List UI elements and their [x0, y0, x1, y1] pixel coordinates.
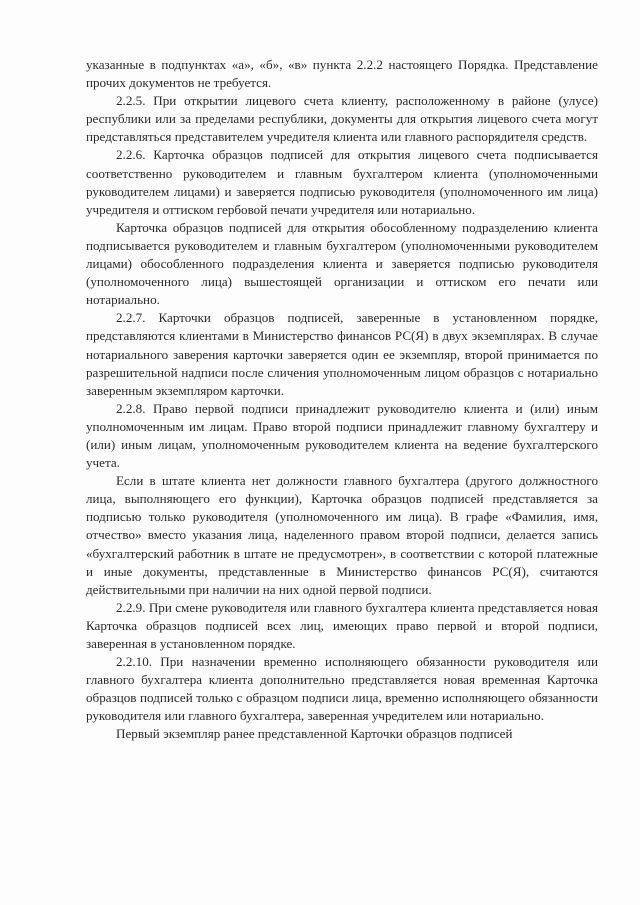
- paragraph-2-2-5: 2.2.5. При открытии лицевого счета клиенту, расположенному в районе (улусе) республики или за пределами республики, документы для открытия лицевого счета могут представляться представителем учредителя клиента или главного распорядителя средств.: [86, 93, 598, 145]
- document-body: [86, 56, 598, 744]
- paragraph-first-copy: Первый экземпляр ранее представленной Карточки образцов подписей: [116, 726, 513, 742]
- paragraph-2-2-6: 2.2.6. Карточка образцов подписей для открытия лицевого счета подписывается соответственно руководителем и главным бухгалтером клиента (уполномоченными руководителем лицами) и заверяется подписью руководителя (уполномоченного им лица) учредителя и оттиском гербовой печати учредителя или нотариально.: [86, 147, 598, 217]
- paragraph-2-2-9: 2.2.9. При смене руководителя или главного бухгалтера клиента представляется новая Карточка образцов подписей всех лиц, имеющих право первой и второй подписи, заверенная в установленном порядке.: [86, 599, 598, 651]
- paragraph-2-2-8-no-chief-accountant: Если в штате клиента нет должности главного бухгалтера (другого должностного лица, выполняющего его функции), Карточка образцов подписей представляется за подписью только руководителя (уполномоченного им лица). В графе «Фамилия, имя, отчество» вместо указания лица, наделенного правом второй подписи, делается запись «бухгалтерский работник в штате не предусмотрен», в соответствии с которой платежные и иные документы, представленные в Министерство финансов РС(Я), считаются действительными при наличии на них одной первой подписи.: [86, 473, 598, 597]
- paragraph-2-2-7: 2.2.7. Карточки образцов подписей, заверенные в установленном порядке, представляются клиентами в Министерство финансов РС(Я) в двух экземплярах. В случае нотариального заверения карточки заверяется один ее экземпляр, второй принимается по разрешительной надписи после сличения уполномоченным лицом образцов с нотариально заверенным экземпляром карточки.: [86, 310, 598, 398]
- paragraph-continuation: указанные в подпунктах «а», «б», «в» пункта 2.2.2 настоящего Порядка. Представление прочих документов не требуется.: [86, 57, 598, 91]
- paragraph-2-2-10: 2.2.10. При назначении временно исполняющего обязанности руководителя или главного бухгалтера клиента дополнительно представляется новая временная Карточка образцов подписей только с образцом подписи лица, временно исполняющего обязанности руководителя или главного бухгалтера, заверенная учредителем или нотариально.: [86, 654, 598, 724]
- paragraph-2-2-8: 2.2.8. Право первой подписи принадлежит руководителю клиента и (или) иным уполномоченным им лицам. Право второй подписи принадлежит главному бухгалтеру и (или) иным лицам, уполномоченным руководителем клиента на ведение бухгалтерского учета.: [86, 400, 598, 471]
- paragraph-2-2-6-separate-division: Карточка образцов подписей для открытия обособленному подразделению клиента подписывается руководителем и главным бухгалтером (уполномоченными руководителем лицами) обособленного подразделения клиента и заверяется подписью руководителя (уполномоченного лица) вышестоящей организации и оттиском его печати или нотариально.: [86, 219, 598, 308]
